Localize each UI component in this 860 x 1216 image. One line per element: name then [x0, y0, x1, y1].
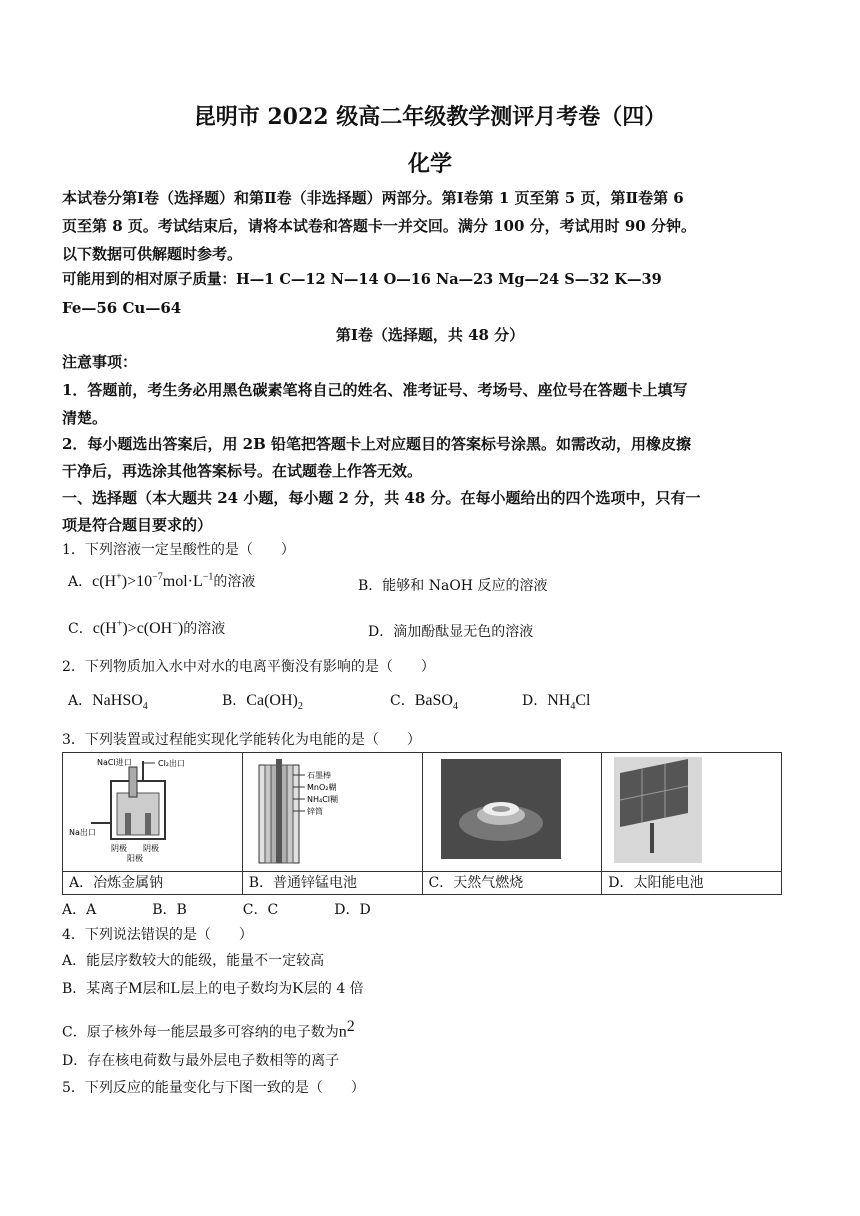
intro-line: 本试卷分第Ⅰ卷（选择题）和第Ⅱ卷（非选择题）两部分。第Ⅰ卷第 1 页至第 5 页，第Ⅱ卷第 6 [62, 189, 684, 207]
q4-option-c: C．原子核外每一能层最多可容纳的电子数为$n^2$ [62, 1018, 355, 1041]
fig1-label: NaCl进口 [97, 758, 132, 767]
q3-caption-d: D．太阳能电池 [602, 872, 782, 895]
question-2-stem: 2．下列物质加入水中对水的电离平衡没有影响的是（ ） [62, 659, 435, 675]
note-line: 干净后，再选涂其他答案标号。在试题卷上作答无效。 [62, 462, 423, 480]
q1-option-b: B．能够和 NaOH 反应的溶液 [358, 578, 548, 594]
part-heading: 项是符合题目要求的） [62, 516, 213, 534]
exam-title: 昆明市 2022 级高二年级教学测评月考卷（四） [193, 104, 667, 130]
q3-caption-c: C．天然气燃烧 [422, 872, 602, 895]
fig1-label: 阳极 [127, 854, 143, 863]
q2-option-d: D．$NH_4Cl$ [522, 692, 591, 713]
note-line: 1．答题前，考生务必用黑色碳素笔将自己的姓名、准考证号、考场号、座位号在答题卡上填写 [62, 381, 688, 399]
note-line: 2．每小题选出答案后，用 2B 铅笔把答题卡上对应题目的答案标号涂黑。如需改动，用橡皮擦 [62, 435, 692, 453]
q1-option-c: C．c(H+)>c(OH−)的溶液 [68, 618, 226, 637]
notes-heading: 注意事项： [62, 353, 138, 371]
solar-panel-photo [602, 753, 782, 872]
q4-option-b: B．某离子M层和L层上的电子数均为K层的 4 倍 [62, 980, 364, 997]
fig1-label: Cl₂出口 [158, 759, 186, 768]
intro-line: 以下数据可供解题时参考。 [62, 245, 243, 263]
fig1-label: 阴极 [111, 844, 127, 853]
question-1-stem: 1．下列溶液一定呈酸性的是（ ） [62, 542, 295, 558]
q3-caption-a: A．冶炼金属钠 [63, 872, 243, 895]
part-heading: 一、选择题（本大题共 24 小题，每小题 2 分，共 48 分。在每小题给出的四个选项中，只有一 [62, 489, 701, 507]
q1-option-d: D．滴加酚酞显无色的溶液 [368, 624, 534, 640]
zinc-manganese-battery-figure [242, 753, 422, 872]
q2-option-a: A．NaHSO$_4$ [68, 692, 148, 713]
fig1-label: 阴极 [143, 844, 159, 853]
section-title: 第Ⅰ卷（选择题，共 48 分） [335, 326, 525, 344]
note-line: 清楚。 [62, 409, 108, 427]
atomic-mass-line: Fe—56 Cu—64 [62, 299, 182, 317]
q4-option-d: D．存在核电荷数与最外层电子数相等的离子 [62, 1053, 340, 1069]
fig2-label: 石墨棒 [306, 771, 331, 780]
fig1-label: Na出口 [69, 828, 96, 837]
fig2-label: 锌筒 [306, 807, 323, 816]
q3-answer-options: A．A B．B C．C D．D [62, 902, 371, 918]
intro-line: 页至第 8 页。考试结束后，请将本试卷和答题卡一并交回。满分 100 分，考试用时 90 分钟。 [62, 217, 696, 235]
question-3-stem: 3．下列装置或过程能实现化学能转化为电能的是（ ） [62, 732, 421, 748]
fig2-label: NH₄Cl糊 [306, 795, 338, 804]
atomic-mass-line: 可能用到的相对原子质量：H—1 C—12 N—14 O—16 Na—23 Mg—24 S—32 K—39 [62, 271, 662, 288]
subject-title: 化学 [407, 151, 452, 177]
fig2-label: MnO₂糊 [306, 783, 337, 792]
q1-option-a: A．$c(H^+)>10^{-7}mol\cdot L^{-1}$的溶液 [68, 571, 256, 590]
question-4-stem: 4．下列说法错误的是（ ） [62, 927, 253, 943]
q2-option-b: B．$Ca(OH)_2$ [222, 692, 303, 713]
q2-option-c: C．BaSO$_4$ [390, 692, 458, 713]
electrolysis-figure [63, 753, 243, 872]
question-5-stem: 5．下列反应的能量变化与下图一致的是（ ） [62, 1080, 365, 1096]
device-table [62, 752, 782, 895]
q4-option-a: A．能层序数较大的能级，能量不一定较高 [62, 953, 325, 969]
q3-caption-b: B．普通锌锰电池 [242, 872, 422, 895]
gas-stove-photo [422, 753, 602, 872]
